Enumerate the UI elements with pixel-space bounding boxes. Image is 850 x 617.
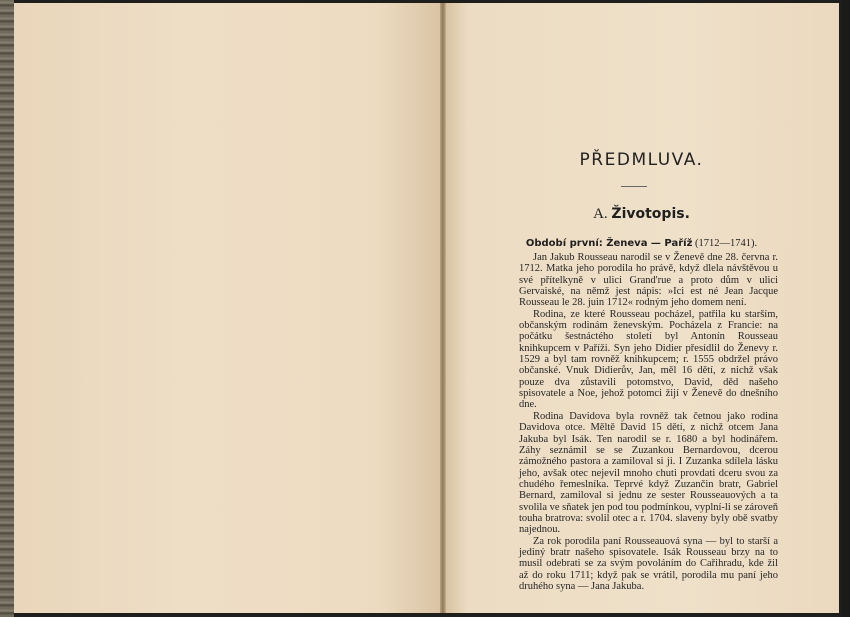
body-text bbox=[519, 252, 778, 592]
book-binding bbox=[0, 0, 14, 617]
page-title: PŘEDMLUVA. bbox=[579, 150, 704, 170]
paragraph: Rodina Davidova byla rovněž tak četnou jako rodina Davidova otce. Měltě David 15 dětí, z nichž otcem Jana Jakuba byl Isák. Ten narodil se r. 1680 a byl hodinářem. Záhy seznámil se se Zuzankou Bernardovou, dcerou zámožného pastora a zamiloval si ji. I Zuzanka sdílela lásku jeho, avšak otec nejevil mnoho chuti provdati dceru svou za chudého řemeslníka. Teprvé když Zuzančin bratr, Gabriel Bernard, zamiloval si jednu ze sester Rousseauových a ta svolila ve sňatek jen pod tou podmínkou, vyplní-li se zároveň touha bratrova: svolil otec a r. 1704. slaveny byly obě svatby najednou. bbox=[519, 410, 778, 536]
subsection-heading bbox=[444, 238, 839, 249]
subsection-label: Období první: Ženeva — Paříž bbox=[525, 238, 693, 249]
page-gutter bbox=[440, 3, 446, 613]
scan-edge bbox=[842, 0, 850, 617]
section-heading bbox=[444, 206, 839, 223]
section-letter: A. bbox=[593, 206, 608, 222]
title-rule bbox=[621, 186, 647, 187]
section-name: Životopis. bbox=[611, 206, 690, 222]
paragraph: Rodina, ze které Rousseau pocházel, patřila ku starším, občanským rodinám ženevským. Pocházela z Francie: na počátku šestnáctého století byl Antonín Rousseau knihkupcem v Paříži. Syn jeho Didier přesídlil do Ženevy r. 1529 a byl tam rovněž knihkupcem; r. 1555 obdržel právo občanské. Vnuk Didierův, Jan, měl 16 dětí, z nichž však pouze dva zůstavili potomstvo, David, děd našeho spisovatele a Noe, jehož potomci žijí v Ženevě do dnešního dne. bbox=[519, 308, 778, 411]
paragraph: Jan Jakub Rousseau narodil se v Ženevě dne 28. června r. 1712. Matka jeho porodila ho právě, když dlela návštěvou u své přítelkyně v ulici Grand'rue a proto dům v ulici Gervaiské, na němž jest nápis: »Ici est né Jean Jacque Rousseau le 28. juin 1712« rodným jeho domem není. bbox=[519, 252, 778, 309]
paragraph: Za rok porodila paní Rousseauová syna — byl to starší a jediný bratr našeho spisovatele. Isák Rousseau brzy na to musil odebrati se za svým povoláním do Cařihradu, kde žil až do roku 1711; když pak se vrátil, porodila mu paní jeho druhého syna — Jana Jakuba. bbox=[519, 535, 778, 592]
left-page-blank bbox=[14, 3, 442, 613]
subsection-years: (1712—1741). bbox=[695, 238, 758, 249]
